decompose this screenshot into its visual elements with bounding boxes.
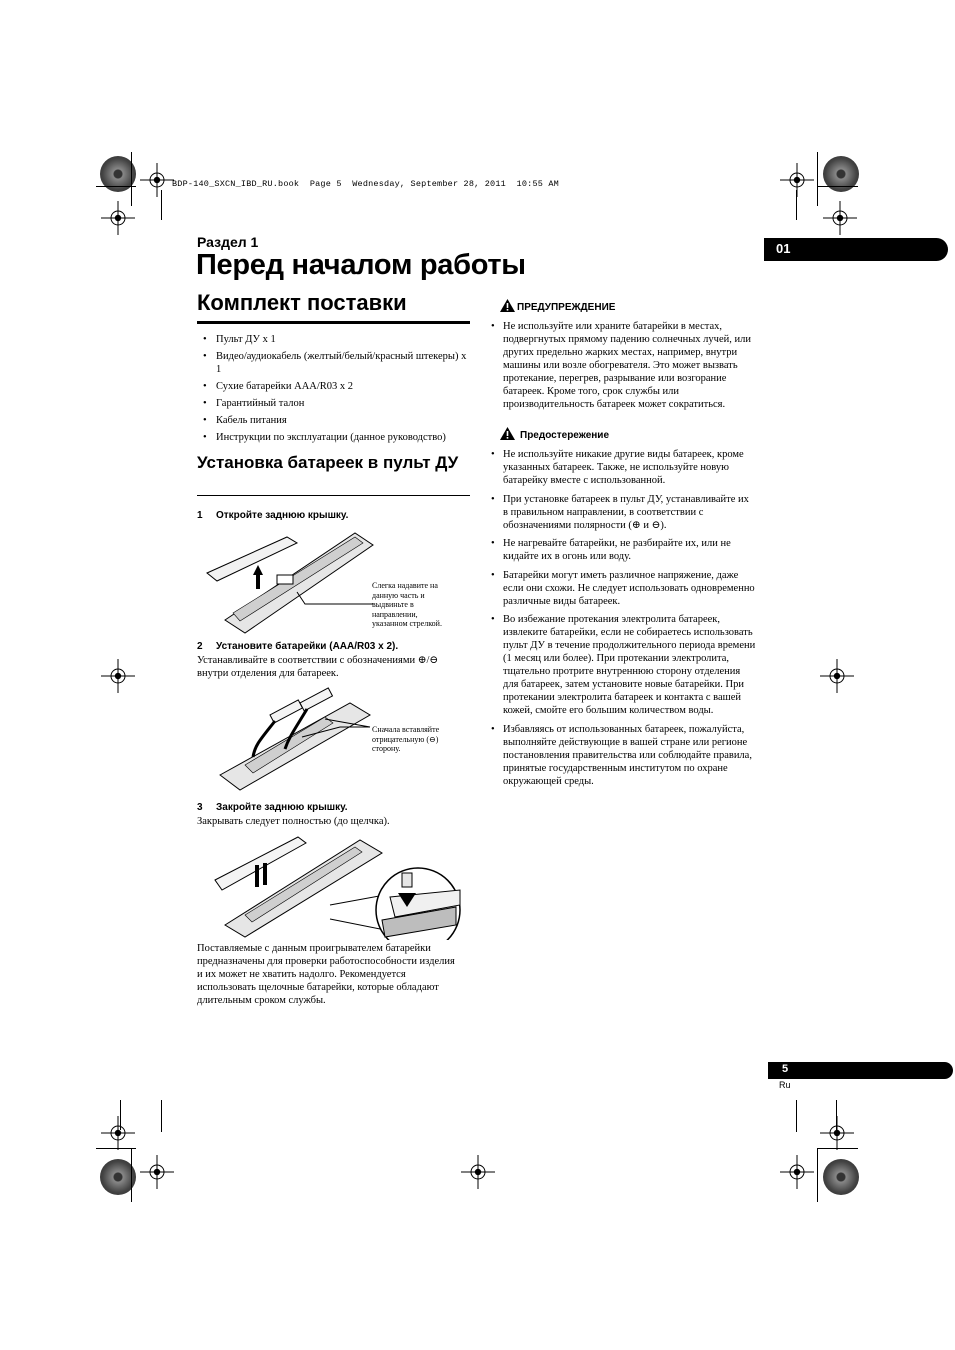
registration-mark-icon	[101, 201, 135, 235]
step-number: 3	[197, 802, 203, 813]
caution-list	[490, 448, 756, 793]
caption-line: Слегка надавите на	[372, 581, 438, 590]
warning-heading: ПРЕДУПРЕЖДЕНИЕ	[517, 302, 616, 313]
file-header: BDP-140_SXCN_IBD_RU.book Page 5 Wednesday, September 28, 2011 10:55 AM	[172, 179, 559, 189]
figure-caption	[372, 581, 462, 629]
list-item: • Видео/аудиокабель (желтый/белый/красный штекеры) x 1	[203, 351, 473, 376]
list-item: • Кабель питания	[203, 415, 473, 428]
list-item: • Не нагревайте батарейки, не разбирайте их, или не кидайте их в огонь или воду.	[490, 537, 756, 563]
step-text: Установите батарейки (AAA/R03 x 2).	[216, 641, 399, 652]
list-item: • Инструкции по эксплуатации (данное руководство)	[203, 432, 473, 445]
caption-line: указанном стрелкой.	[372, 619, 442, 628]
figure-caption	[372, 725, 467, 754]
registration-mark-icon	[101, 1116, 135, 1150]
color-disc-icon	[823, 1159, 859, 1195]
step-text: Закройте заднюю крышку.	[216, 802, 348, 813]
warning-list	[490, 320, 756, 417]
list-item: • Батарейки могут иметь различное напряжение, даже если они схожи. Не следует использовать одновременно различные виды батареек.	[490, 569, 756, 608]
caption-line: данную часть и	[372, 590, 425, 600]
page-number-tab	[768, 1062, 953, 1079]
caption-line: выдвиньте в	[372, 600, 414, 609]
package-heading: Комплект поставки	[197, 290, 407, 315]
step-3	[197, 802, 348, 813]
registration-mark-icon	[823, 201, 857, 235]
warning-icon	[499, 298, 516, 313]
heading-rule	[197, 321, 470, 324]
footnote-line: использовать щелочные батарейки, которые обладают	[197, 982, 439, 993]
body-line: Устанавливайте в соответствии с обозначениями ⊕/⊖	[197, 655, 439, 666]
footnote-line: длительным сроком службы.	[197, 995, 326, 1006]
registration-mark-icon	[820, 659, 854, 693]
step-number: 1	[197, 510, 203, 521]
chapter-number: 01	[776, 241, 791, 256]
registration-mark-icon	[140, 1155, 174, 1189]
battery-footnote	[197, 942, 472, 1007]
registration-mark-icon	[461, 1155, 495, 1189]
list-item: • Не используйте никакие другие виды батареек, кроме указанных батареек. Также, не используйте новую батарейку вместе с использованной.	[490, 448, 756, 487]
caption-line: отрицательную (⊖)	[372, 734, 439, 744]
chapter-tab	[764, 238, 948, 261]
heading-rule	[197, 495, 470, 496]
caption-line: сторону.	[372, 744, 401, 753]
step-3-body: Закрывать следует полностью (до щелчка).	[197, 816, 390, 827]
remote-open-cover-illustration	[205, 525, 375, 635]
caution-icon	[499, 426, 516, 441]
registration-mark-icon	[101, 659, 135, 693]
caption-line: направлении,	[372, 609, 418, 619]
remote-close-cover-illustration	[210, 835, 470, 940]
registration-mark-icon	[780, 1155, 814, 1189]
registration-mark-icon	[820, 1116, 854, 1150]
footnote-line: предназначены для проверки работоспособности изделия	[197, 956, 455, 967]
step-2-body	[197, 654, 467, 680]
callout-line	[300, 715, 375, 745]
list-item: • Сухие батарейки AAA/R03 x 2	[203, 381, 473, 394]
body-line: внутри отделения для батареек.	[197, 668, 339, 679]
page-title: Перед началом работы	[196, 249, 526, 281]
list-item: • Гарантийный талон	[203, 398, 473, 411]
package-list	[203, 334, 473, 449]
language-code: Ru	[779, 1080, 791, 1090]
step-1	[197, 510, 348, 521]
section-label: Раздел 1	[197, 234, 259, 250]
caution-heading: Предостережение	[520, 430, 610, 441]
page-number: 5	[782, 1063, 789, 1075]
callout-line	[295, 590, 375, 610]
step-text: Откройте заднюю крышку.	[216, 510, 349, 521]
list-item: • При установке батареек в пульт ДУ, устанавливайте их в правильном направлении, в соответствии с обозначениями полярности (⊕ и ⊖).	[490, 493, 756, 532]
install-heading: Установка батареек в пульт ДУ	[197, 453, 459, 472]
registration-mark-icon	[780, 163, 814, 197]
footnote-line: и их может не хватить надолго. Рекомендуется	[197, 969, 406, 980]
footnote-line: Поставляемые с данным проигрывателем батарейки	[197, 943, 431, 954]
list-item: • Не используйте или храните батарейки в местах, подвергнутых прямому падению солнечных лучей, или других предельно жарких местах, например, внутри машины или возле обогревателя. Это может вызвать протекание, перегрев, разрывание или возгорание батареек. Кроме того, срок службы или производительность батареек может сократиться.	[490, 320, 756, 411]
list-item: • Пульт ДУ x 1	[203, 334, 473, 347]
step-number: 2	[197, 641, 203, 652]
step-2	[197, 641, 398, 652]
caption-line: Сначала вставляйте	[372, 725, 440, 734]
list-item: • Избавляясь от использованных батареек, пожалуйста, выполняйте действующие в вашей стране или регионе постановления правительства или соблюдайте правила, принятые государственным институтом по охране окружающей среды.	[490, 723, 756, 788]
list-item: • Во избежание протекания электролита батареек, извлеките батарейки, если не собираетесь использовать пульт ДУ в течение продолжительного периода времени (1 месяц или более). При протекании электролита, тщательно протрите внутреннюю сторону отделения для батареек, затем установите новые батарейки. При протекании электролита батареек и контакта с вашей кожей, смойте его большим количеством воды.	[490, 613, 756, 717]
registration-mark-icon	[140, 163, 174, 197]
